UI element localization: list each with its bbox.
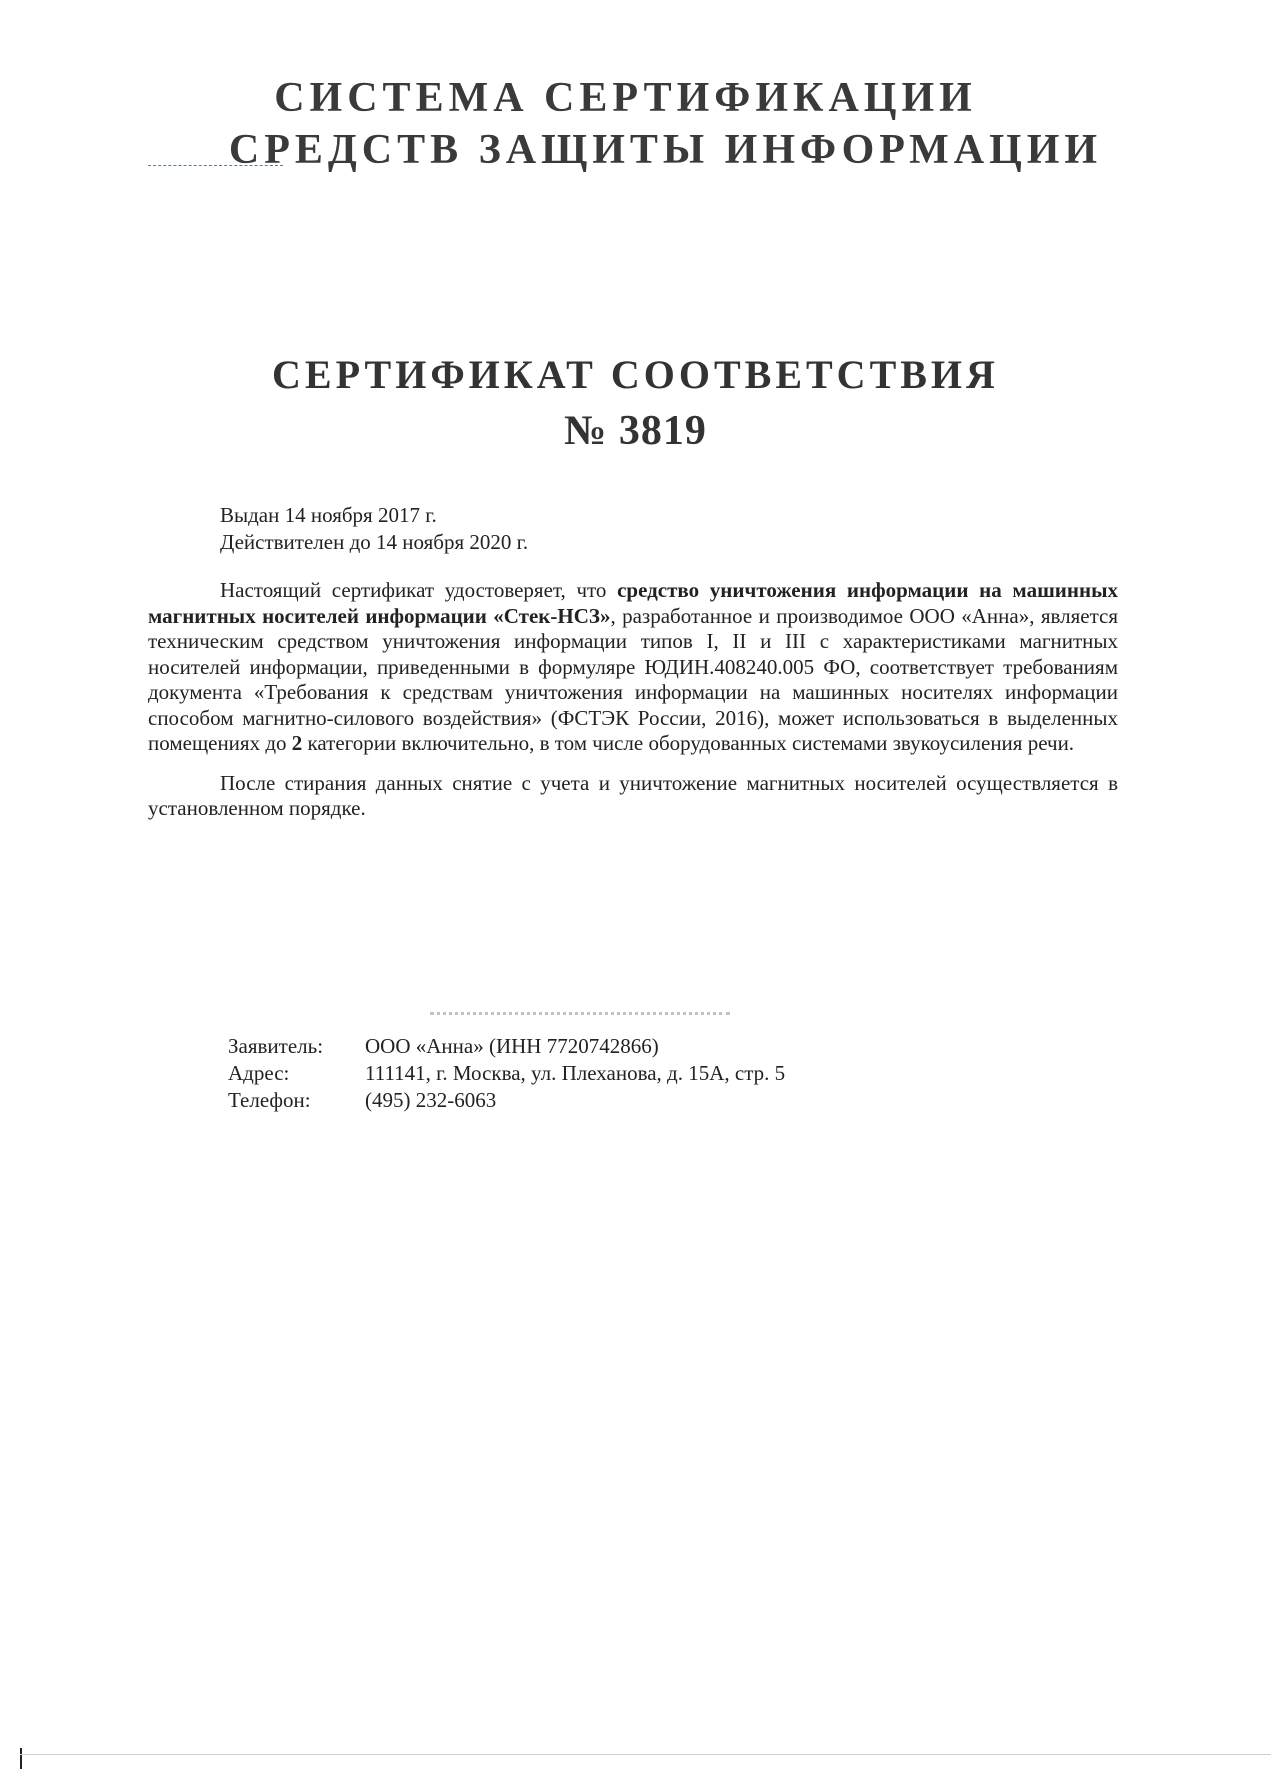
header-line-2: СРЕДСТВ ЗАЩИТЫ ИНФОРМАЦИИ [228,127,1103,173]
certificate-body [148,578,1118,836]
p1-tail: категории включительно, в том числе оборудованных системами звукоусиления речи. [302,731,1075,755]
address-value: 111141, г. Москва, ул. Плеханова, д. 15А, стр. 5 [365,1061,786,1085]
address-row [228,1060,785,1087]
p1-mid: , разработанное и производимое ООО «Анна», является техническим средством уничтожения информации типов I, II и III с характеристиками магнитных носителей информации, приведенными в формуляре ЮДИН.408240.005 ФО, соответствует требованиям документа «Требования к средствам уничтожения информации на машинных носителях информации способом магнитно-силового воздействия» (ФСТЭК России, 2016), может использоваться в выделенных помещениях до [148,603,1119,755]
p1-lead: Настоящий сертификат удостоверяет, что [220,578,618,602]
phone-row [228,1087,785,1114]
applicant-row [228,1033,785,1060]
certificate-title [0,350,1271,456]
p1-product-name: средство уничтожения информации на машинных магнитных носителей информации «Стек-НСЗ» [148,578,1118,628]
p1-category: 2 [291,731,303,755]
issued-date: Выдан 14 ноября 2017 г. [220,503,437,527]
issue-dates [220,502,528,556]
address-label: Адрес: [228,1061,290,1085]
header-line-1: СИСТЕМА СЕРТИФИКАЦИИ [274,75,977,121]
certificate-number: № 3819 [564,408,707,454]
title-text: СЕРТИФИКАТ СООТВЕТСТВИЯ [272,352,999,397]
applicant-label: Заявитель: [228,1034,324,1058]
faint-scan-mark [430,1012,730,1019]
phone-label: Телефон: [228,1088,311,1112]
scan-bottom-edge [20,1754,1271,1755]
valid-until-date: Действителен до 14 ноября 2020 г. [220,530,529,554]
body-paragraph-1 [148,578,1118,757]
header-underline [148,165,283,166]
phone-value: (495) 232-6063 [365,1088,497,1112]
applicant-value: ООО «Анна» (ИНН 7720742866) [365,1034,659,1058]
scan-edge-mark [20,1748,22,1769]
applicant-block [228,1033,785,1114]
body-paragraph-2: После стирания данных снятие с учета и уничтожение магнитных носителей осуществляется в установленном порядке. [148,770,1118,820]
system-header [0,72,1271,176]
